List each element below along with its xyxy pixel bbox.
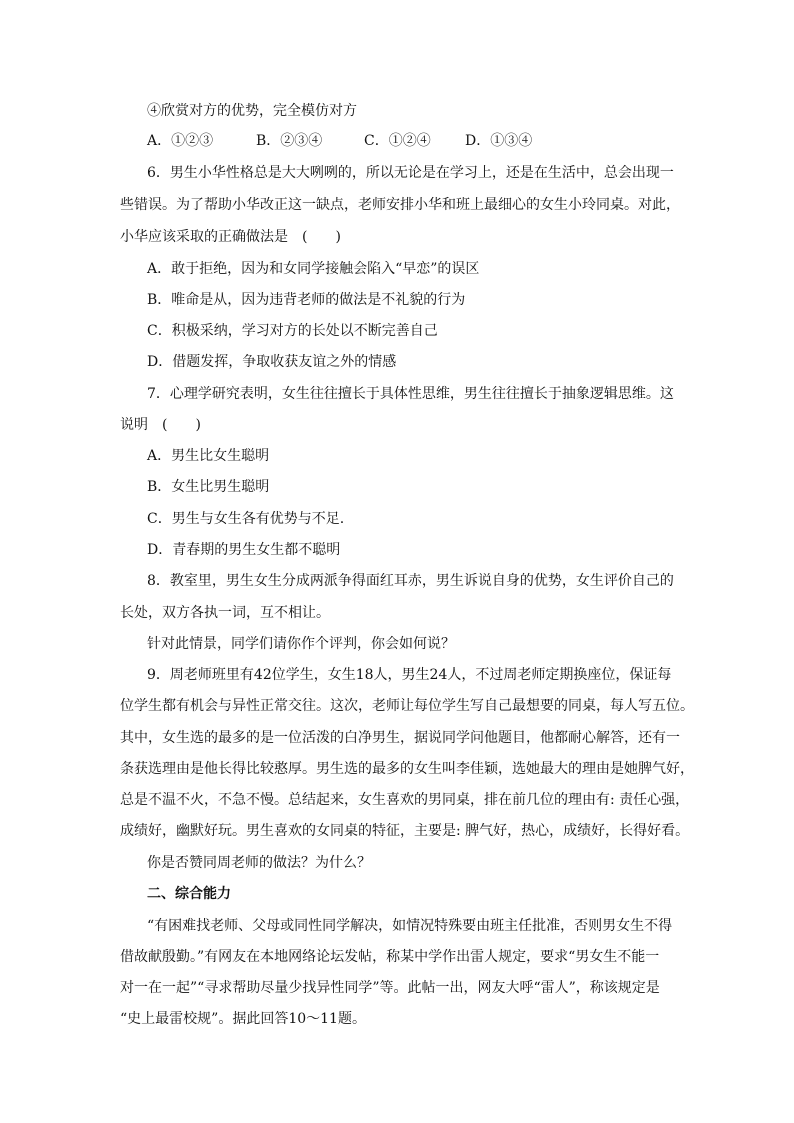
passage-line-3: 对一在一起”“寻求帮助尽量少找异性同学”等。此帖一出，网友大呼“雷人”，称该规定是 [120,980,660,996]
passage-line-4: “史上最雷校规”。据此回答10～11题。 [120,1011,366,1027]
q5-option-b: B．②③④ [256,133,323,149]
q6-stem-line-3: 小华应该采取的正确做法是 ( ) [120,229,341,245]
q5-option-a: A．①②③ [147,133,214,149]
q5-item-4: ④欣赏对方的优势，完全模仿对方 [147,103,357,119]
q8-line-2: 长处，双方各执一词，互不相让。 [120,605,330,621]
q9-line-6: 成绩好，幽默好玩。男生喜欢的女同桌的特征，主要是: 脾气好，热心，成绩好，长得好看。 [120,823,690,839]
passage-line-1: “有困难找老师、父母或同性同学解决，如情况特殊要由班主任批准，否则男女生不得 [147,918,673,934]
section-heading: 二、综合能力 [147,886,231,902]
q5-option-d: D．①③④ [465,133,533,149]
q9-line-3: 其中，女生选的最多的是一位活泼的白净男生，据说同学问他题目，他都耐心解答，还有一 [120,730,680,746]
q7-option-d: D．青春期的男生女生都不聪明 [147,542,341,558]
q6-option-c: C．积极采纳，学习对方的长处以不断完善自己 [147,323,438,339]
q6-option-d: D．借题发挥，争取收获友谊之外的情感 [147,354,397,370]
q6-stem-line-1: 6．男生小华性格总是大大咧咧的，所以无论是在学习上，还是在生活中，总会出现一 [147,165,674,181]
q7-option-c: C．男生与女生各有优势与不足. [147,511,345,527]
q9-line-1: 9．周老师班里有42位学生，女生18人，男生24人，不过周老师定期换座位，保证每 [147,667,672,683]
q6-option-b: B．唯命是从，因为违背老师的做法是不礼貌的行为 [147,292,466,308]
q8-prompt: 针对此情景，同学们请你作个评判，你会如何说？ [147,636,455,652]
q9-prompt: 你是否赞同周老师的做法？为什么？ [147,855,371,871]
q9-line-5: 总是不温不火，不急不慢。总结起来，女生喜欢的男同桌，排在前几位的理由有: 责任心强， [120,792,690,808]
q7-stem-line-2: 说明 ( ) [120,417,201,433]
q7-stem-line-1: 7．心理学研究表明，女生往往擅长于具体性思维，男生往往擅长于抽象逻辑思维。这 [147,386,674,402]
q5-option-c: C．①②④ [364,133,431,149]
q8-line-1: 8．教室里，男生女生分成两派争得面红耳赤，男生诉说自身的优势，女生评价自己的 [147,573,674,589]
q9-line-2: 位学生都有机会与异性正常交往。这次，老师让每位学生写自己最想要的同桌，每人写五位。 [120,698,694,714]
q7-option-b: B．女生比男生聪明 [147,479,270,495]
passage-line-2: 借故献殷勤。”有网友在本地网络论坛发帖，称某中学作出雷人规定，要求“男女生不能一 [120,949,660,965]
q6-option-a: A．敢于拒绝，因为和女同学接触会陷入“早恋”的误区 [147,261,480,277]
q9-line-4: 条获选理由是他长得比较憨厚。男生选的最多的女生叫李佳颖，选她最大的理由是她脾气好， [120,761,694,777]
q6-stem-line-2: 些错误。为了帮助小华改正这一缺点，老师安排小华和班上最细心的女生小玲同桌。对此， [120,197,680,213]
q7-option-a: A．男生比女生聪明 [147,448,270,464]
